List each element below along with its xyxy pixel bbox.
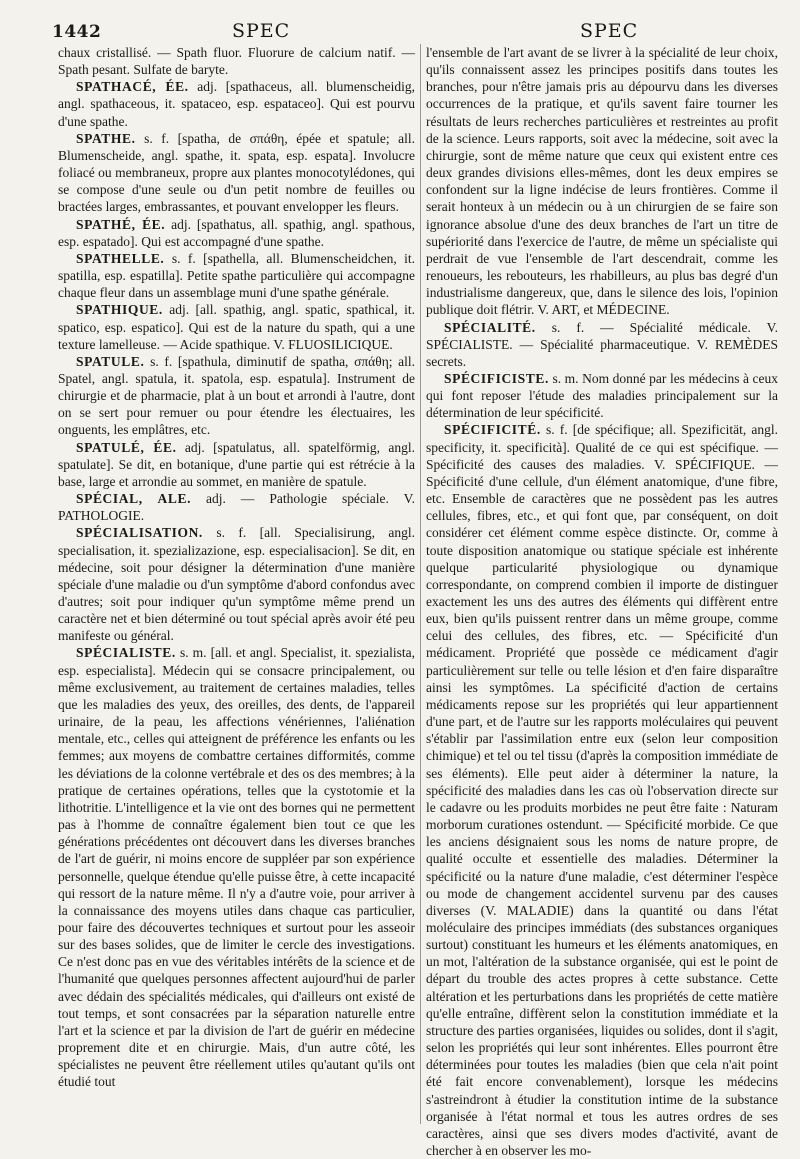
entry-text: adj. [all. spathig, angl. spatic, spathical, it. spatico, esp. espatico]. Qui est de la nature du spath, qui a une texture lamelleuse. — Acide spathique. V. FLUOSILICIQUE.: [58, 302, 415, 352]
page-header: [0, 18, 800, 46]
dictionary-entry: [58, 524, 415, 644]
entry-text: s. f. [spatha, de σπάθη, épée et spatule; all. Blumenscheide, angl. spathe, it. spata, esp. espata]. Involucre foliacé ou membraneux, propre aux plantes monocotylédones, qui se compose d'une seule ou d'un petit nombre de feuilles ou bractées larges, embrassantes, et pouvant envelopper les fleurs.: [58, 130, 416, 215]
entry-text: adj. [spathatus, all. spathig, angl. spathous, esp. espatado]. Qui est accompagné d'une spathe.: [58, 216, 416, 249]
entry-text: s. m. [all. et angl. Specialist, it. spezialista, esp. especialista]. Médecin qui se consacre principalement, ou même exclusivement, au traitement de certaines maladies, telles que les maladies des yeux, des oreilles, des dents, de l'appareil urinaire, de la peau, les affections vénériennes, l'aliénation mentale, etc., celles qui atteignent de préférence les enfants ou les femmes; aux moyens de combattre certaines difformités, comme les déviations de la colonne vertébrale et des os des membres; à la pratique de certaines opérations, telles que la cystotomie et la lithotritie. L'intelligence et la vie ont des bornes qui ne permettent pas à l'homme de connaître également bien tout ce que les générations précédentes ont découvert dans les diverses branches de l'art de guérir, ni moins encore de suppléer par son expérience personnelle, quelque étendue qu'elle puisse être, à cette incapacité qui ressort de la nature même. Il n'y a d'autre voie, pour arriver à la connaissance des moyens utiles dans chaque cas particulier, pour faire des découvertes techniques et surtout pour les asseoir sur des bases solides, que de limiter le cercle des investigations. Ce n'est donc pas en vue des véritables intérêts de la science et de l'humanité que quelques personnes affectent aujourd'hui de parler avec dédain des spécialités médicales, qui d'ailleurs ont existé de tout temps, et sont consacrées par la séparation naturelle entre l'art et la science et par la division de l'art de guérir en médecine proprement dite et en chirurgie. Mais, d'un autre côté, les spécialistes ne peuvent être réellement utiles qu'autant qu'ils ont étudié tout: [58, 645, 416, 1090]
entry-headword: SPATULÉ, ÉE.: [76, 439, 177, 455]
entry-text: adj. [spathaceus, all. blumenscheidig, angl. spathaceous, it. spataceo, esp. espataceo]. Qui est pourvu d'une spathe.: [58, 79, 415, 129]
dictionary-entry: [58, 353, 415, 439]
running-head-right: SPEC: [580, 20, 639, 42]
dictionary-entry: [426, 370, 778, 421]
entry-headword: SPATULE.: [76, 353, 145, 369]
entry-text: adj. [spatulatus, all. spatelförmig, angl. spatulate]. Se dit, en botanique, d'une partie qui est rétrécie à la base, large et arrondie au sommet, en manière de spatule.: [58, 439, 415, 489]
dictionary-entry: [58, 216, 415, 250]
continued-text: [58, 44, 415, 78]
entry-text: s. f. — Spécialité médicale. V. SPÉCIALISTE. — Spécialité pharmaceutique. V. REMÈDES secrets.: [426, 319, 779, 369]
dictionary-entry: [58, 250, 415, 301]
entry-headword: SPÉCIALISATION.: [76, 525, 203, 541]
entry-headword: SPÉCIAL, ALE.: [76, 491, 192, 507]
left-column: [58, 44, 415, 1124]
entry-headword: SPÉCIFICISTE.: [444, 370, 549, 386]
dictionary-entry: [58, 78, 415, 129]
entry-headword: SPATHIQUE.: [76, 302, 163, 318]
entry-text: adj. — Pathologie spéciale. V. PATHOLOGIE.: [58, 491, 415, 524]
dictionary-entry: [58, 644, 415, 1090]
entry-text: l'ensemble de l'art avant de se livrer à la spécialité de leur choix, qu'ils connaissent assez les principes positifs dans toutes les branches, pour n'être jamais pris au dépourvu dans les diverses occurrences de la pratique, et qu'ils savent faire tourner les résultats de leurs recherches particulières et restreintes au profit de la science. Leurs rapports, soit avec la médecine, soit avec la chirurgie, sont de même nature que ceux qui existent entre ces deux grandes divisions elles-mêmes, dont les deux empires se confondent sur la ligne indécise de leurs frontières. Comme il serait honteux à un médecin ou à un chirurgien de se faire son ignorance absolue d'une des deux branches de l'art un titre de supériorité dans l'exercice de l'autre, de même un spécialiste qui perdrait de vue l'ensemble de l'art descendrait, comme les renoueurs, les rebouteurs, les rhabilleurs, au plus bas degré d'un industrialisme dangereux, que, dans le silence des lois, l'opinion publique doit flétrir. V. ART, et MÉDECINE.: [426, 45, 778, 318]
entry-headword: SPATHÉ, ÉE.: [76, 216, 166, 232]
column-divider: [420, 44, 421, 1124]
continued-text: [426, 44, 778, 319]
entry-headword: SPÉCIALISTE.: [76, 645, 176, 661]
running-head-left: SPEC: [232, 20, 291, 42]
entry-headword: SPÉCIALITÉ.: [444, 319, 536, 335]
right-column: [426, 44, 779, 1158]
entry-headword: SPATHACÉ, ÉE.: [76, 79, 189, 95]
dictionary-entry: [58, 301, 415, 352]
entry-text: s. f. [spathula, diminutif de spatha, σπάθη; all. Spatel, angl. spatula, it. spatola, esp. espatula]. Instrument de chirurgie et de pharmacie, plat à un bout et arrondi à l'autre, dont on se sert pour remuer ou pour étendre les électuaires, les onguents, les emplâtres, etc.: [58, 353, 416, 438]
entry-text: s. f. [spathella, all. Blumenscheidchen, it. spatilla, esp. espatilla]. Petite spathe particulière qui accompagne chaque fleur dans un assemblage muni d'une spathe générale.: [58, 250, 415, 301]
dictionary-entry: [58, 130, 415, 216]
dictionary-entry: [58, 490, 415, 524]
page-number: 1442: [52, 22, 102, 42]
entry-headword: SPATHELLE.: [76, 250, 165, 266]
dictionary-entry: [426, 421, 778, 1159]
dictionary-entry: [426, 319, 778, 370]
entry-text: s. f. [all. Specialisirung, angl. specialisation, it. spezializazione, esp. especialisacion]. Se dit, en médecine, soit pour désigner la détermination d'une manière spéciale d'une maladie ou d'un symptôme d'abord confondus avec d'autres; soit pour indiquer qu'un symptôme même prend un caractère net et bien déterminé ou tout spécial après avoir été peu manifeste ou général.: [58, 525, 416, 644]
entry-headword: SPÉCIFICITÉ.: [444, 422, 541, 438]
entry-text: chaux cristallisé. — Spath fluor. Fluorure de calcium natif. — Spath pesant. Sulfate de baryte.: [58, 45, 415, 78]
dictionary-entry: [58, 439, 415, 490]
entry-text: s. m. Nom donné par les médecins à ceux qui font reposer l'étude des maladies principalement sur la détermination de leur spécificité.: [426, 370, 779, 421]
entry-headword: SPATHE.: [76, 130, 136, 146]
entry-text: s. f. [de spécifique; all. Spezificität, angl. specificity, it. specificità]. Qualité de ce qui est spécifique. — Spécificité des causes des maladies. V. SPÉCIFIQUE. — Spécificité d'une cellule, d'un élément anatomique, d'une fibre, etc. Ensemble de caractères que ne possèdent pas les autres cellules, fibres, etc., et qui font que, par conséquent, on doit considérer cet élément comme espèce distincte. Or, comme à toute disposition anatomique ou statique spéciale est inhérente quelque particularité physiologique ou dynamique correspondante, on comprend combien il importe de distinguer exactement les uns des autres des éléments qui diffèrent entre eux, bien qu'ils puissent rentrer dans un même groupe, comme celui des cellules, des fibres, etc. — Spécificité d'un médicament. Propriété que possède ce médicament d'agir particulièrement sur telle ou telle lésion et d'en faire disparaître ainsi les symptômes. La spécificité d'action de certains médicaments repose sur les propriétés qui leur appartiennent d'une part, et de l'autre sur les rapports moléculaires qui peuvent s'établir par l'assimilation entre eux (selon leur composition chimique) et tel ou tel tissu (d'après la composition immédiate de ses éléments). Elle peut aider à déterminer la nature, la spécificité des maladies dans les cas où l'observation directe sur le cadavre ou les produits morbides ne peut être faite : Naturam morborum curationes ostendunt. — Spécificité morbide. Ce que les anciens désignaient sous les noms de nature propre, de qualité occulte et essentielle des maladies. Déterminer la spécificité ou la nature d'une maladie, c'est déterminer l'espèce ou mode de changement accidentel survenu par des causes diverses (V. MALADIE) dans la quantité ou dans l'état moléculaire des principes immédiats (des substances organiques surtout) constituant les humeurs et les éléments anatomiques, en un mot, l'altération de la substance organisée, qui est le point de départ du trouble des actes propres à cette substance. Cette altération et les perturbations dans les propriétés de cette matière qu'elle entraîne, diffèrent selon la constitution immédiate et la structure des parties organisées, liquides ou solides, dont il s'agit, selon les propriétés qui leur sont inhérentes. Elles pourront être déterminées pour toutes les maladies (bien que cela n'ait point été fait encore convenablement), lorsque les médecins s'astreindront à étudier la constitution intime de la substance organisée à l'état normal et tous les autres ordres de ses caractères, ainsi que ses divers modes d'activité, avant de chercher à en observer les mo-: [426, 422, 778, 1158]
